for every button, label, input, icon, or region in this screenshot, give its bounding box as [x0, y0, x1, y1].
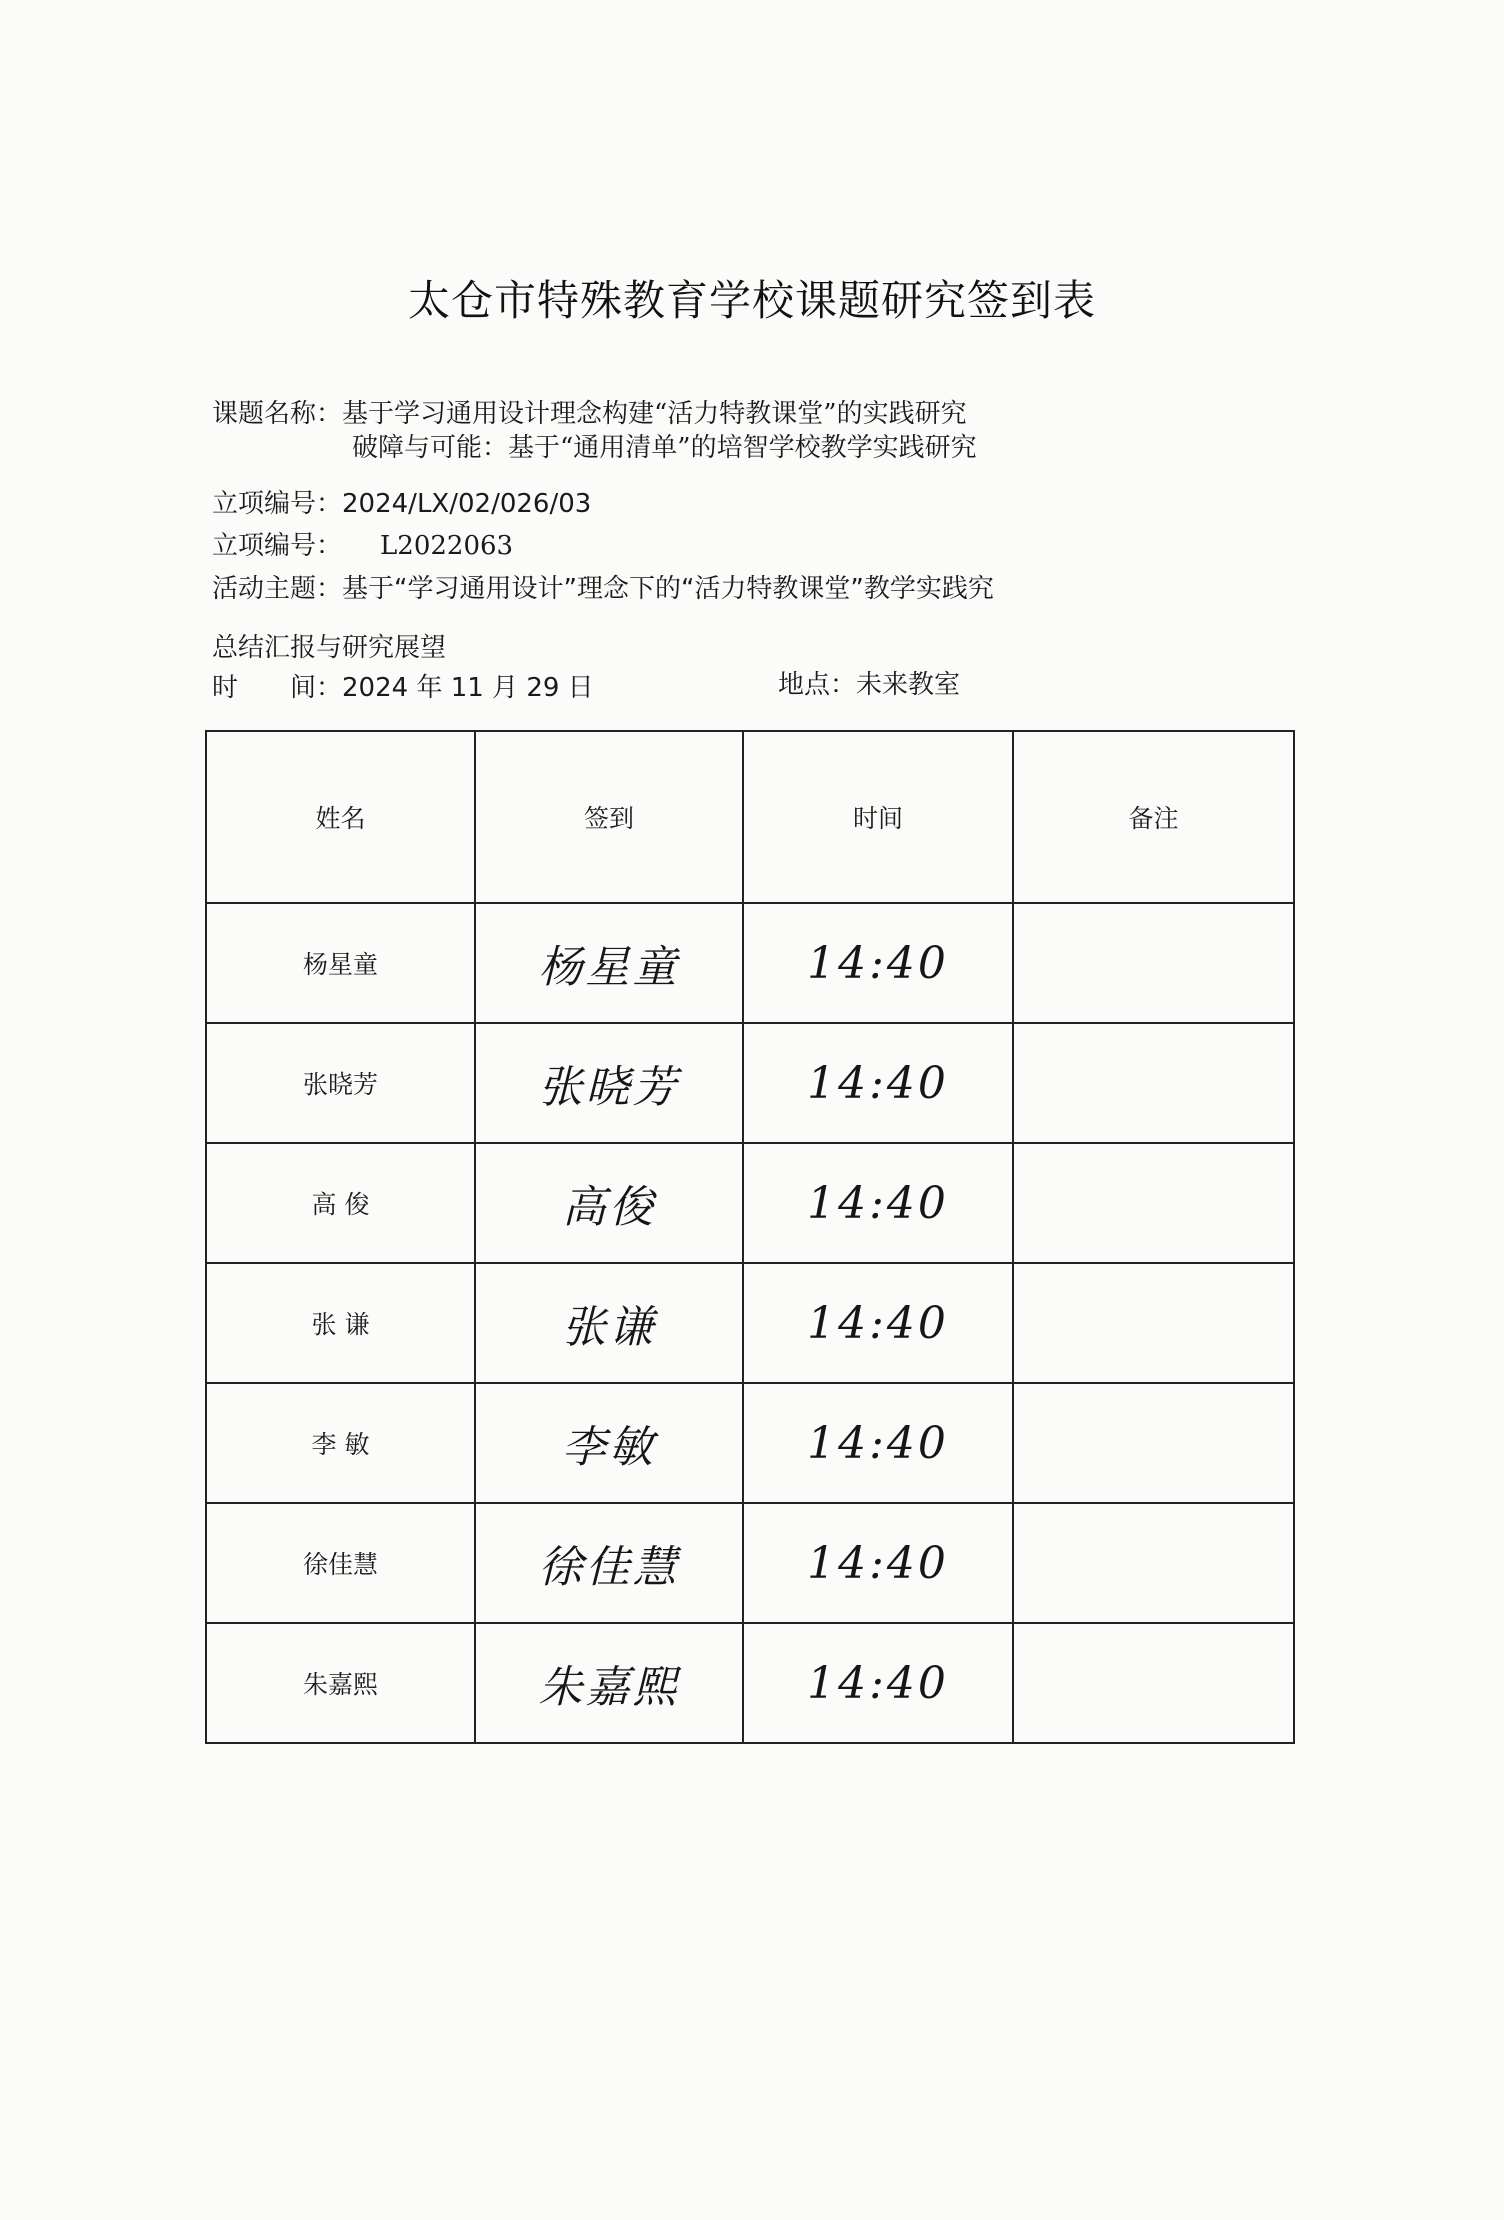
- place-value: 未来教室: [856, 670, 961, 700]
- handwritten-time: 14:40: [807, 1177, 949, 1229]
- place-label: 地点：: [778, 670, 857, 700]
- handwritten-signature: 高俊: [562, 1182, 656, 1233]
- handwritten-time: 14:40: [807, 1657, 949, 1709]
- attendee-name: 徐佳慧: [206, 1503, 475, 1623]
- handwritten-time: 14:40: [807, 937, 949, 989]
- time-cell: [743, 903, 1013, 1023]
- attendee-name: 张 谦: [206, 1263, 475, 1383]
- handwritten-signature: 李敏: [562, 1422, 656, 1473]
- attendee-name: 高 俊: [206, 1143, 475, 1263]
- topic-title-1: 基于学习通用设计理念构建“活力特教课堂”的实践研究: [342, 399, 967, 429]
- project-number-value-2: L2022063: [380, 531, 514, 561]
- theme-line-2: [212, 627, 446, 664]
- header-time: 时间: [743, 731, 1013, 903]
- table-row: [206, 1263, 1294, 1383]
- time-cell: [743, 1623, 1013, 1743]
- theme-label: 活动主题：: [212, 574, 343, 604]
- header-note: 备注: [1013, 731, 1294, 903]
- topic-title-2: 破障与可能：基于“通用清单”的培智学校教学实践研究: [352, 433, 977, 463]
- project-number-line-2: [212, 525, 513, 562]
- signature-cell: [475, 1023, 743, 1143]
- note-cell: [1013, 1263, 1294, 1383]
- signature-cell: [475, 1623, 743, 1743]
- page-title: 太仓市特殊教育学校课题研究签到表: [407, 276, 1096, 325]
- sign-in-table: [205, 730, 1295, 1744]
- theme-text-2: 总结汇报与研究展望: [212, 633, 447, 663]
- attendee-name: 张晓芳: [206, 1023, 475, 1143]
- attendee-name: 杨星童: [206, 903, 475, 1023]
- note-cell: [1013, 1143, 1294, 1263]
- note-cell: [1013, 1623, 1294, 1743]
- handwritten-signature: 张谦: [562, 1302, 656, 1353]
- time-cell: [743, 1263, 1013, 1383]
- handwritten-signature: 张晓芳: [538, 1062, 680, 1113]
- handwritten-signature: 杨星童: [538, 942, 680, 993]
- table-header-row: [206, 731, 1294, 903]
- time-cell: [743, 1023, 1013, 1143]
- time-cell: [743, 1503, 1013, 1623]
- table-row: [206, 1143, 1294, 1263]
- note-cell: [1013, 1503, 1294, 1623]
- project-number-value: 2024/LX/02/026/03: [342, 489, 592, 519]
- note-cell: [1013, 903, 1294, 1023]
- table-row: [206, 1503, 1294, 1623]
- time-value: 2024 年 11 月 29 日: [342, 673, 594, 703]
- table-row: [206, 903, 1294, 1023]
- project-number-label: 立项编号：: [212, 489, 343, 519]
- topic-line-2: [352, 427, 977, 464]
- project-number-line-1: [212, 483, 591, 520]
- signature-cell: [475, 1503, 743, 1623]
- note-cell: [1013, 1023, 1294, 1143]
- attendee-name: 朱嘉熙: [206, 1623, 475, 1743]
- time-cell: [743, 1383, 1013, 1503]
- theme-text-1: 基于“学习通用设计”理念下的“活力特教课堂”教学实践究: [342, 574, 994, 604]
- note-cell: [1013, 1383, 1294, 1503]
- table-row: [206, 1023, 1294, 1143]
- handwritten-signature: 徐佳慧: [538, 1542, 680, 1593]
- signature-cell: [475, 1143, 743, 1263]
- time-cell: [743, 1143, 1013, 1263]
- signature-cell: [475, 1383, 743, 1503]
- handwritten-time: 14:40: [807, 1537, 949, 1589]
- project-number-label-2: 立项编号：: [212, 531, 343, 561]
- theme-line-1: [212, 568, 994, 605]
- topic-line-1: [212, 393, 967, 430]
- time-line: [212, 667, 594, 704]
- handwritten-time: 14:40: [807, 1057, 949, 1109]
- handwritten-signature: 朱嘉熙: [538, 1662, 680, 1713]
- header-signature: 签到: [475, 731, 743, 903]
- place-line: [778, 664, 960, 701]
- table-row: [206, 1383, 1294, 1503]
- header-name: 姓名: [206, 731, 475, 903]
- signature-cell: [475, 903, 743, 1023]
- handwritten-time: 14:40: [807, 1417, 949, 1469]
- topic-label: 课题名称：: [212, 399, 343, 429]
- attendee-name: 李 敏: [206, 1383, 475, 1503]
- handwritten-time: 14:40: [807, 1297, 949, 1349]
- signature-cell: [475, 1263, 743, 1383]
- time-label: 时 间：: [212, 673, 343, 703]
- table-row: [206, 1623, 1294, 1743]
